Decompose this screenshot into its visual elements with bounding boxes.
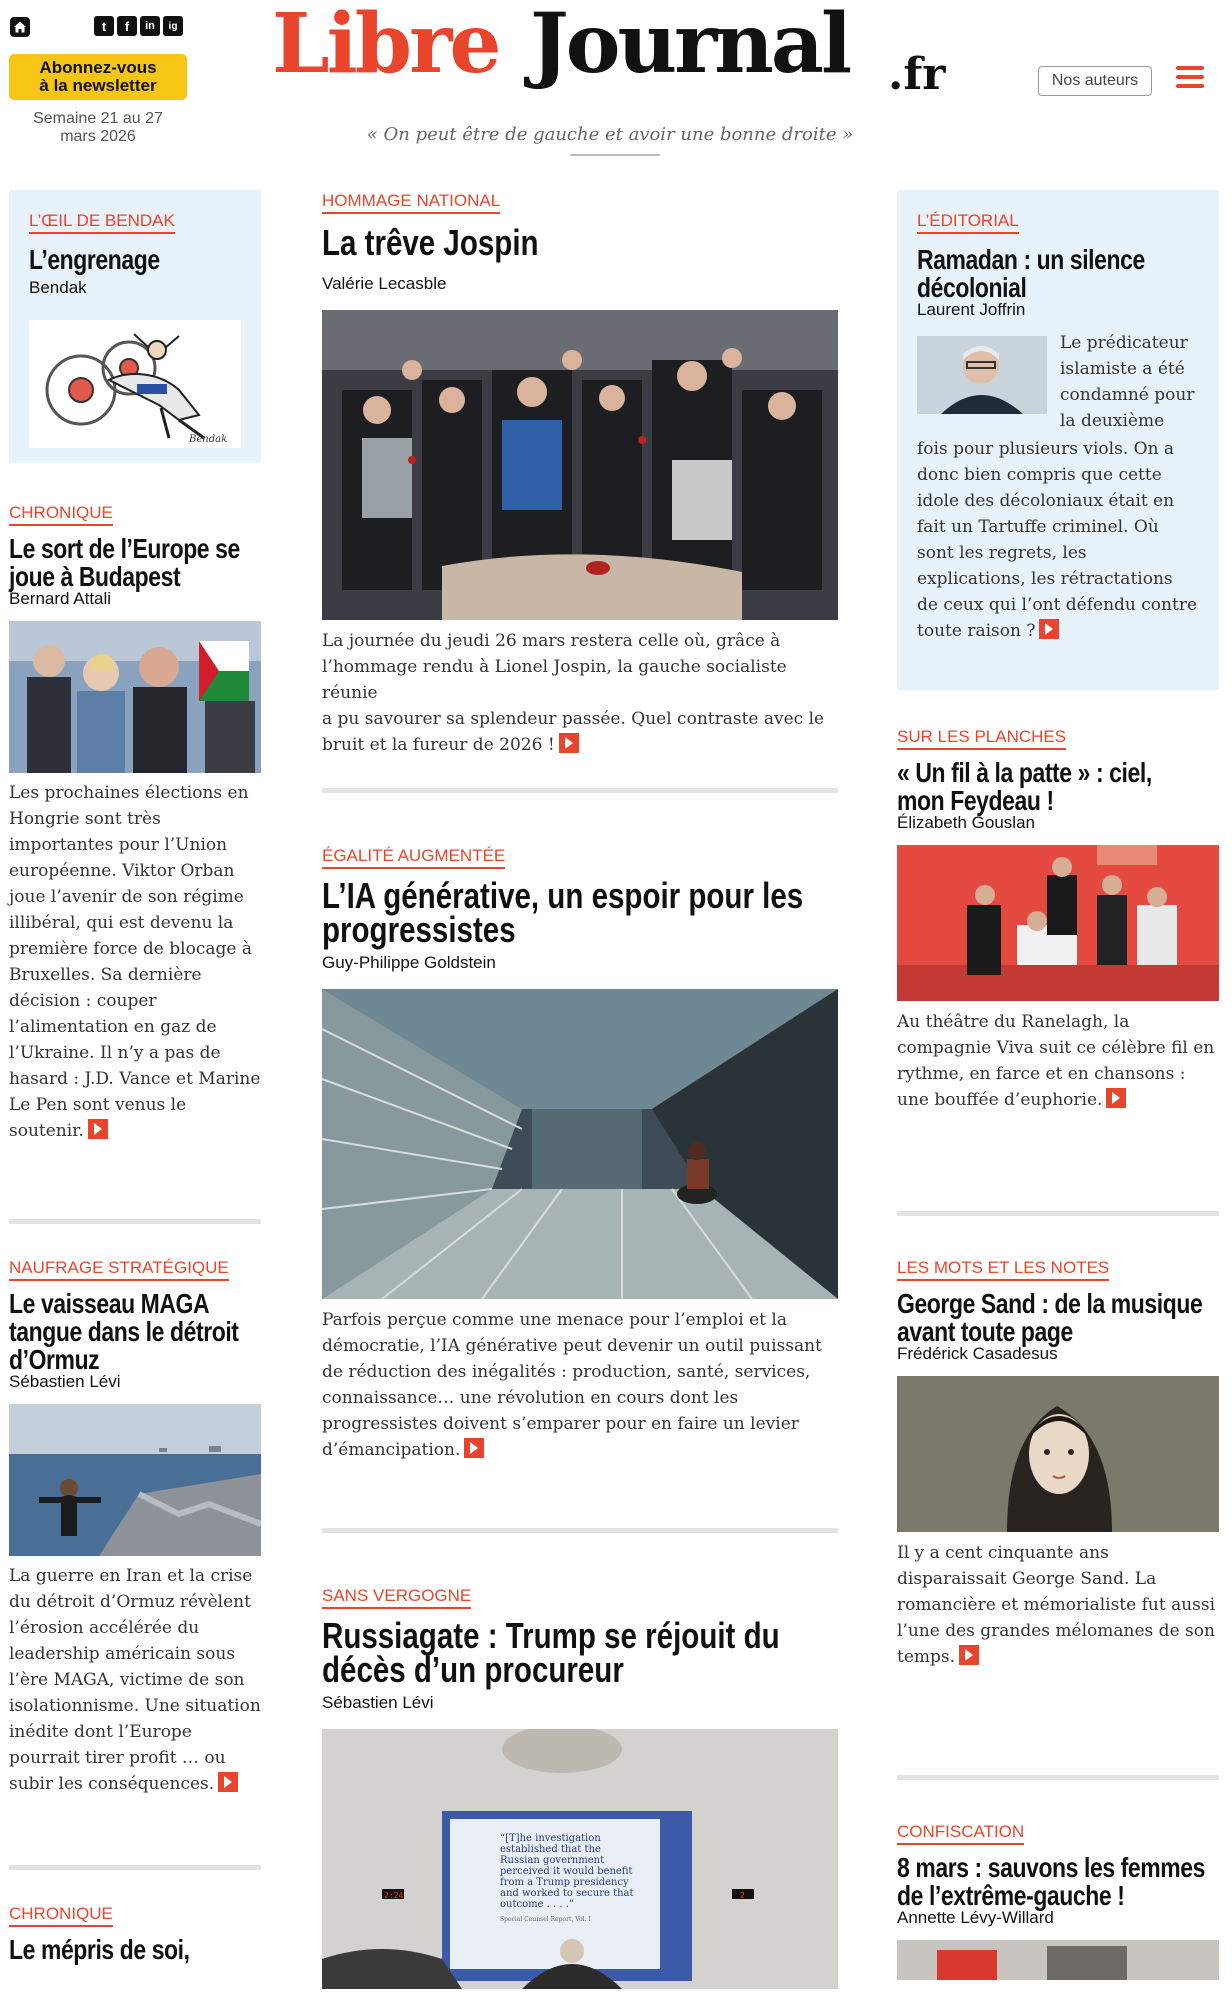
separator [322, 1528, 838, 1533]
article-card[interactable] [9, 1257, 261, 1797]
article-excerpt-cont: fois pour plusieurs viols. On a donc bien compris que cette idole des décoloniaux était en fait un Tartuffe criminel. Où sont les regrets, les explications, les rétractations de ceux qui l’ont défendu contre toute raison ? [917, 439, 1198, 641]
article-image[interactable] [897, 1940, 1219, 1980]
article-title[interactable]: 8 mars : sauvons les femmes de l’extrême-gauche ! [897, 1852, 1205, 1911]
read-more-arrow-icon[interactable] [218, 1772, 238, 1792]
article-author[interactable]: Sébastien Lévi [322, 1693, 434, 1712]
article-excerpt: La guerre en Iran et la crise du détroit d’Ormuz révèlent l’érosion accélérée du leadership américain sous l’ère MAGA, victime de son isolationnisme. Une situation inédite dont l’Europe pourrait tirer profit … ou subir les conséquences. [9, 1566, 261, 1794]
article-title[interactable]: Le sort de l’Europe se joue à Budapest [9, 533, 240, 592]
site-logo[interactable] [272, 0, 962, 104]
article-image[interactable] [897, 845, 1219, 1001]
article-author[interactable]: Frédérick Casadesus [897, 1344, 1058, 1363]
read-more-arrow-icon[interactable] [1039, 619, 1059, 639]
read-more-arrow-icon[interactable] [88, 1119, 108, 1139]
article-image[interactable] [9, 1404, 261, 1556]
rubric[interactable]: CHRONIQUE [9, 1903, 113, 1927]
article-image[interactable] [9, 621, 261, 773]
svg-text:outcome . . . .”: outcome . . . .” [500, 1899, 575, 1910]
cartoon-card[interactable] [9, 190, 261, 463]
article-image[interactable] [322, 310, 838, 620]
rubric[interactable]: HOMMAGE NATIONAL [322, 190, 500, 214]
newsletter-button[interactable] [9, 54, 187, 100]
article-card[interactable] [897, 726, 1219, 1113]
article-excerpt: Le prédicateur islamiste a été condamné pour la deuxième [1060, 333, 1195, 431]
article-card[interactable] [322, 190, 838, 758]
editorial-card[interactable] [897, 190, 1219, 690]
article-title[interactable]: L’IA générative, un espoir pour les progressistes [322, 875, 804, 950]
article-author[interactable]: Valérie Lecasble [322, 274, 447, 293]
article-image[interactable] [897, 1376, 1219, 1532]
article-excerpt: Les prochaines élections en Hongrie sont très importantes pour l’Union européenne. Viktor Orban joue l’avenir de son régime illibéral, qui est devenu la première force de blocage à Bruxelles. Sa dernière décision : couper l’alimentation en gaz de l’Ukraine. Il n’y a pas de hasard : J.D. Vance et Marine Le Pen sont venus le soutenir. [9, 783, 261, 1141]
article-excerpt: Parfois perçue comme une menace pour l’emploi et la démocratie, l’IA générative peut devenir un outil puissant de réduction des inégalités : production, santé, services, connaissance… une révolution en cours dont les progressistes doivent s’emparer pour en faire un levier d’émancipation. [322, 1310, 822, 1460]
separator [9, 1219, 261, 1224]
home-icon[interactable] [9, 16, 31, 38]
article-author[interactable]: Guy-Philippe Goldstein [322, 953, 496, 972]
article-title[interactable]: George Sand : de la musique avant toute page [897, 1288, 1203, 1347]
authors-button[interactable]: Nos auteurs [1038, 66, 1152, 96]
rubric[interactable]: L’ÉDITORIAL [917, 210, 1019, 234]
week-dates [9, 110, 187, 146]
week-line-2: mars 2026 [60, 128, 136, 145]
article-author[interactable]: Annette Lévy-Willard [897, 1908, 1054, 1927]
tagline: « On peut être de gauche et avoir une bonne droite » [366, 124, 854, 145]
rubric[interactable]: SUR LES PLANCHES [897, 726, 1066, 750]
article-title[interactable]: Le mépris de soi, [9, 1934, 190, 1965]
read-more-arrow-icon[interactable] [464, 1438, 484, 1458]
tagline-divider [570, 154, 660, 156]
rubric[interactable]: L’ŒIL DE BENDAK [29, 210, 175, 234]
editorial-body-top [917, 332, 1199, 436]
article-card[interactable] [322, 1585, 838, 1989]
article-card[interactable] [897, 1257, 1219, 1670]
article-author[interactable]: Élizabeth Gouslan [897, 813, 1035, 832]
article-title[interactable]: La trêve Jospin [322, 222, 539, 263]
article-image[interactable] [322, 1729, 838, 1989]
screen-caption: Special Counsel Report, Vol. I [500, 1916, 591, 1923]
svg-text:established that the: established that the [500, 1844, 601, 1855]
twitter-icon[interactable]: t [94, 16, 114, 36]
article-image[interactable] [322, 989, 838, 1299]
logo-fr: .fr [888, 49, 946, 100]
svg-text:and worked to secure that: and worked to secure that [500, 1888, 634, 1899]
svg-text:perceived it would benefit: perceived it would benefit [500, 1866, 633, 1877]
facebook-icon[interactable]: f [117, 16, 137, 36]
author-photo[interactable] [917, 336, 1047, 414]
article-excerpt: Au théâtre du Ranelagh, la compagnie Viva suit ce célèbre fil en rythme, en farce et en chansons : une bouffée d’euphorie. [897, 1012, 1215, 1110]
rubric[interactable]: SANS VERGOGNE [322, 1585, 471, 1609]
clock-right: 2 [740, 1891, 745, 1900]
article-title[interactable]: Le vaisseau MAGA tangue dans le détroit d’Ormuz [9, 1288, 239, 1375]
rubric[interactable]: LES MOTS ET LES NOTES [897, 1257, 1109, 1281]
article-card[interactable] [897, 1821, 1219, 1980]
article-title[interactable]: « Un fil à la patte » : ciel, mon Feydeau ! [897, 757, 1152, 816]
clock-left: 2:24 [384, 1891, 404, 1900]
article-title[interactable]: Russiagate : Trump se réjouit du décès d’un procureur [322, 1615, 780, 1690]
article-author[interactable]: Laurent Joffrin [917, 300, 1026, 319]
read-more-arrow-icon[interactable] [959, 1645, 979, 1665]
cartoon-image[interactable] [29, 320, 241, 448]
logo-journal: Journal [530, 0, 850, 92]
site-header [0, 0, 1232, 190]
newsletter-label-1: Abonnez-vous [39, 58, 157, 77]
svg-text:“[T]he investigation: “[T]he investigation [500, 1833, 601, 1844]
rubric[interactable]: CONFISCATION [897, 1821, 1024, 1845]
rubric[interactable]: ÉGALITÉ AUGMENTÉE [322, 845, 505, 869]
article-author[interactable]: Bendak [29, 278, 87, 297]
separator [322, 788, 838, 793]
article-author[interactable]: Sébastien Lévi [9, 1372, 121, 1391]
social-links [94, 16, 183, 36]
article-author[interactable]: Bernard Attali [9, 589, 112, 608]
newsletter-label-2: à la newsletter [39, 76, 157, 95]
hamburger-menu-icon[interactable] [1176, 66, 1204, 90]
svg-text:Russian government: Russian government [500, 1855, 605, 1866]
separator [9, 1865, 261, 1870]
read-more-arrow-icon[interactable] [1106, 1088, 1126, 1108]
separator [897, 1211, 1219, 1216]
article-title[interactable]: Ramadan : un silence décolonial [917, 244, 1145, 303]
linkedin-icon[interactable]: in [140, 16, 160, 36]
article-card[interactable] [9, 502, 261, 1144]
read-more-arrow-icon[interactable] [559, 733, 579, 753]
article-excerpt: La journée du jeudi 26 mars restera celle où, grâce à l’hommage rendu à Lionel Jospin, la gauche socialiste réunie a pu savourer sa splendeur passée. Quel contraste avec le bruit et la fureur de 2026 ! [322, 631, 825, 755]
article-excerpt: Il y a cent cinquante ans disparaissait George Sand. La romancière et mémorialiste fut aussi l’une des grandes mélomanes de son temps. [897, 1543, 1216, 1667]
separator [897, 1775, 1219, 1780]
article-card[interactable] [9, 1903, 261, 1964]
svg-text:from a Trump presidency: from a Trump presidency [500, 1877, 629, 1888]
article-title[interactable]: L’engrenage [29, 244, 160, 275]
week-line-1: Semaine 21 au 27 [33, 110, 163, 127]
instagram-icon[interactable]: ig [163, 16, 183, 36]
rubric[interactable]: CHRONIQUE [9, 502, 113, 526]
logo-libre: Libre [272, 0, 499, 92]
article-card[interactable] [322, 845, 838, 1463]
cartoon-signature: Bendak [189, 434, 228, 445]
rubric[interactable]: NAUFRAGE STRATÉGIQUE [9, 1257, 229, 1281]
